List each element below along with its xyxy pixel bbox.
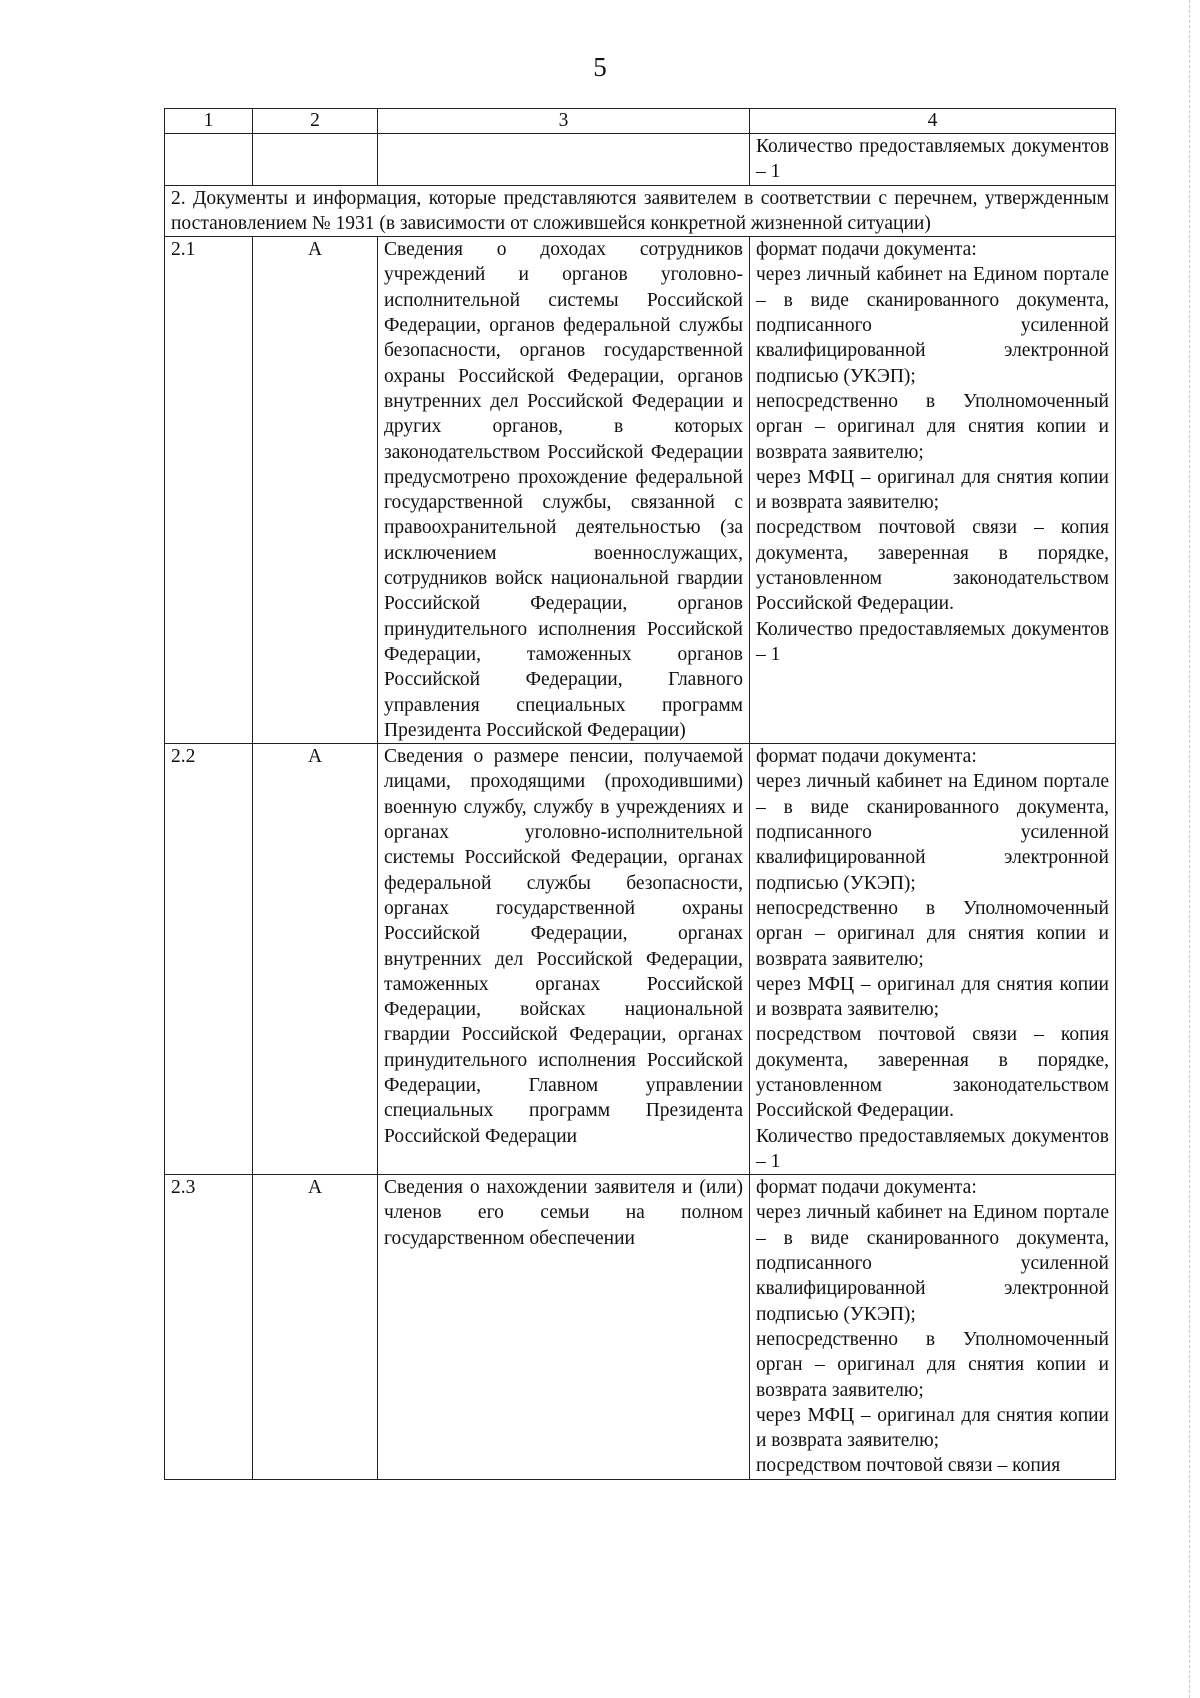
submission-line: через МФЦ – оригинал для снятия копии и возврата заявителю; xyxy=(756,1404,1109,1452)
submission-line: посредством почтовой связи – копия документа, заверенная в порядке, установленном законодательством Российской Федерации. xyxy=(756,1024,1109,1122)
row-description: Сведения о нахождении заявителя и (или) членов его семьи на полном государственном обеспечении xyxy=(378,1175,750,1480)
section-title: 2. Документы и информация, которые представляются заявителем в соответствии с перечнем, утвержденным постановлением № 1931 (в зависимости от сложившейся конкретной жизненной ситуации) xyxy=(165,185,1116,237)
submission-line: через личный кабинет на Едином портале – в виде сканированного документа, подписанного усиленной квалифицированной электронной подписью (УКЭП); xyxy=(756,1202,1109,1325)
column-header-2: 2 xyxy=(253,109,378,134)
column-header-1: 1 xyxy=(165,109,253,134)
submission-line: через личный кабинет на Едином портале – в виде сканированного документа, подписанного усиленной квалифицированной электронной подписью (УКЭП); xyxy=(756,264,1109,387)
row-code: А xyxy=(253,1175,378,1480)
continuation-count: Количество предоставляемых документов – 1 xyxy=(750,134,1116,186)
continuation-row xyxy=(165,134,1116,186)
row-description: Сведения о размере пенсии, получаемой лицами, проходящими (проходившими) военную службу, службу в учреждениях и органах уголовно-исполнительной системы Российской Федерации, органах федеральной службы безопасности, органах государственной охраны Российской Федерации, органах внутренних дел Российской Федерации, таможенных органах Российской Федерации, войсках национальной гвардии Российской Федерации, органах принудительного исполнения Российской Федерации, Главном управлении специальных программ Президента Российской Федерации xyxy=(378,744,750,1175)
row-code: А xyxy=(253,744,378,1175)
row-submission xyxy=(750,237,1116,744)
section-row xyxy=(165,185,1116,237)
document-table xyxy=(164,108,1116,1480)
submission-line: через личный кабинет на Едином портале – в виде сканированного документа, подписанного усиленной квалифицированной электронной подписью (УКЭП); xyxy=(756,771,1109,894)
submission-line: Количество предоставляемых документов – 1 xyxy=(756,1125,1109,1172)
row-code: А xyxy=(253,237,378,744)
submission-line: посредством почтовой связи – копия xyxy=(756,1455,1061,1477)
scan-edge-line xyxy=(1189,0,1190,1698)
continuation-cell-2 xyxy=(253,134,378,186)
submission-line: непосредственно в Уполномоченный орган – оригинал для снятия копии и возврата заявителю; xyxy=(756,390,1109,463)
column-header-4: 4 xyxy=(750,109,1116,134)
row-number: 2.2 xyxy=(165,744,253,1175)
table-row xyxy=(165,744,1116,1175)
submission-line: непосредственно в Уполномоченный орган – оригинал для снятия копии и возврата заявителю; xyxy=(756,1328,1109,1401)
row-number: 2.3 xyxy=(165,1175,253,1480)
submission-line: формат подачи документа: xyxy=(756,239,977,261)
submission-line: формат подачи документа: xyxy=(756,746,977,768)
submission-line: посредством почтовой связи – копия документа, заверенная в порядке, установленном законодательством Российской Федерации. xyxy=(756,517,1109,615)
page-number: 5 xyxy=(593,52,607,82)
column-header-3: 3 xyxy=(378,109,750,134)
submission-line: Количество предоставляемых документов – 1 xyxy=(756,618,1109,665)
submission-line: непосредственно в Уполномоченный орган – оригинал для снятия копии и возврата заявителю; xyxy=(756,897,1109,970)
row-number: 2.1 xyxy=(165,237,253,744)
table-row xyxy=(165,237,1116,744)
continuation-cell-3 xyxy=(378,134,750,186)
submission-line: формат подачи документа: xyxy=(756,1177,977,1199)
table-row xyxy=(165,1175,1116,1480)
submission-line: через МФЦ – оригинал для снятия копии и возврата заявителю; xyxy=(756,466,1109,514)
table-header-row xyxy=(165,109,1116,134)
submission-line: через МФЦ – оригинал для снятия копии и возврата заявителю; xyxy=(756,973,1109,1021)
row-submission xyxy=(750,744,1116,1175)
continuation-cell-1 xyxy=(165,134,253,186)
row-submission xyxy=(750,1175,1116,1480)
row-description: Сведения о доходах сотрудников учреждений и органов уголовно-исполнительной системы Российской Федерации, органов федеральной службы безопасности, органов государственной охраны Российской Федерации, органов внутренних дел Российской Федерации и других органов, в которых законодательством Российской Федерации предусмотрено прохождение федеральной государственной службы, связанной с правоохранительной деятельностью (за исключением военнослужащих, сотрудников войск национальной гвардии Российской Федерации, органов принудительного исполнения Российской Федерации, таможенных органов Российской Федерации, Главного управления специальных программ Президента Российской Федерации) xyxy=(378,237,750,744)
